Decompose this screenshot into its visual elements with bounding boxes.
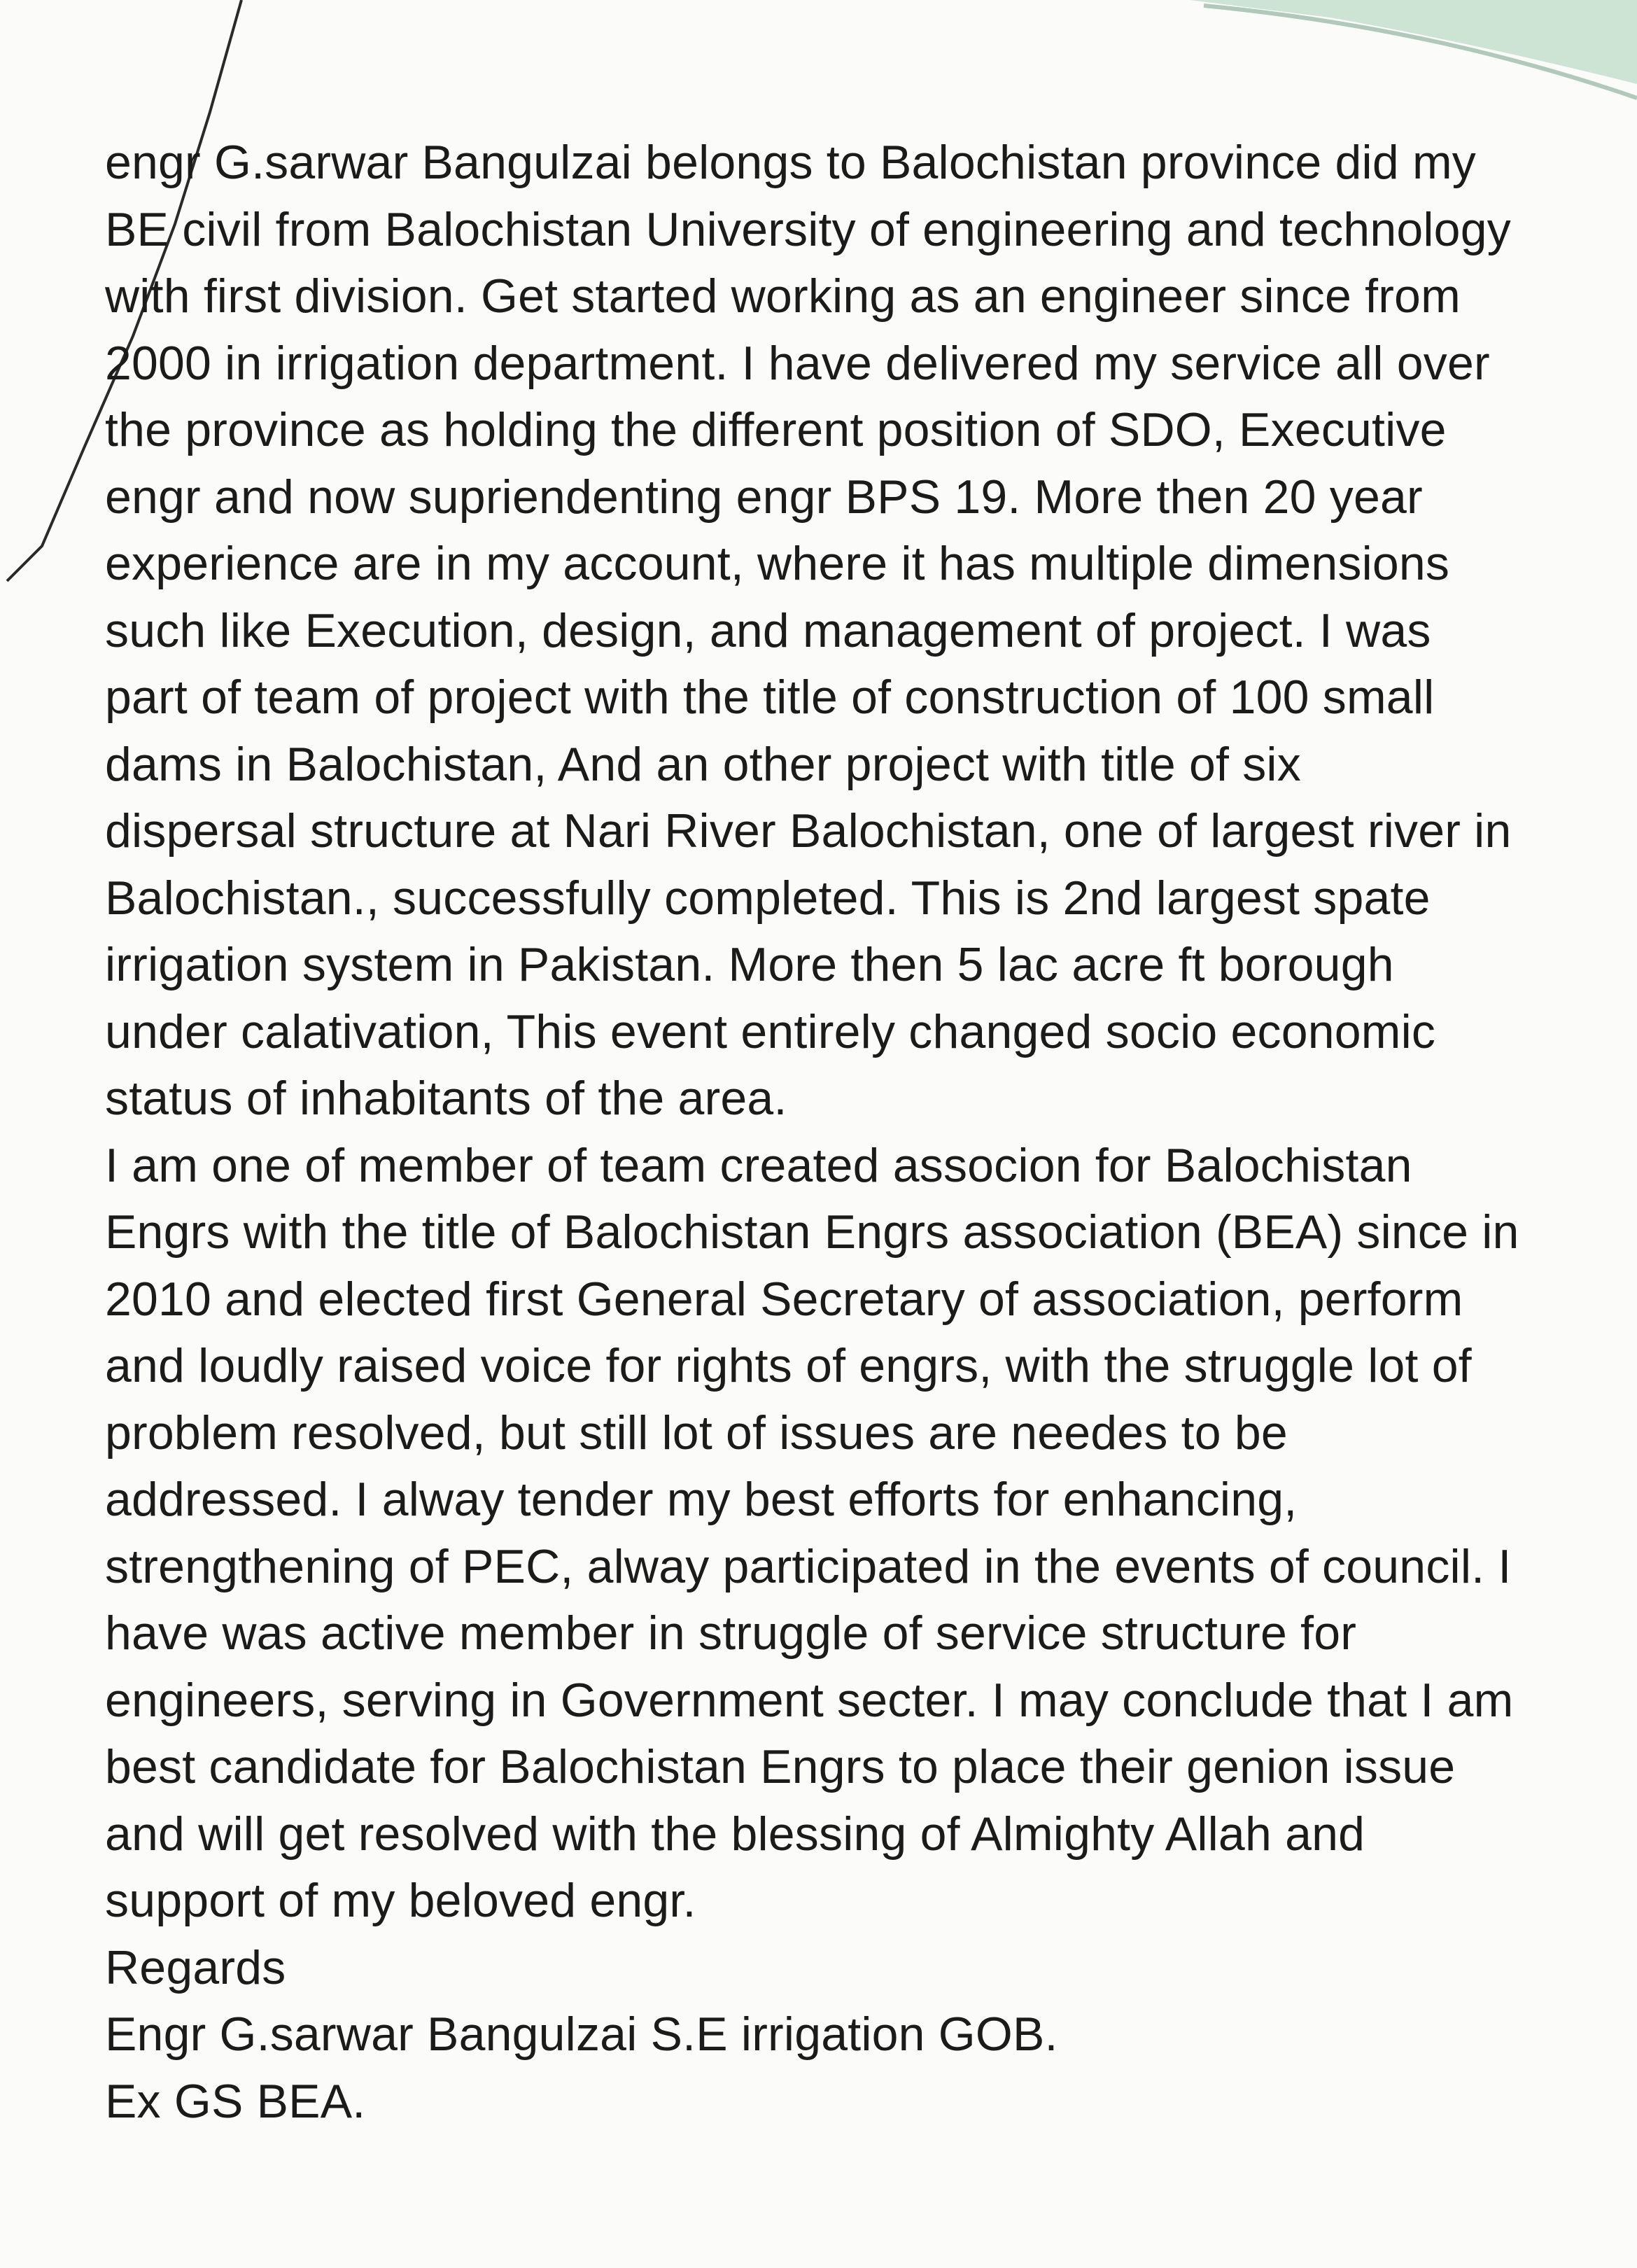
letter-line: Balochistan., successfully completed. This is 2nd largest spate [105,871,1431,925]
letter-line: I am one of member of team created associon for Balochistan [105,1138,1412,1192]
letter-line: problem resolved, but still lot of issues are needes to be [105,1406,1288,1460]
letter-line: and will get resolved with the blessing of Almighty Allah and [105,1807,1365,1861]
letter-line: and loudly raised voice for rights of engrs, with the struggle lot of [105,1339,1472,1392]
letter-line: 2000 in irrigation department. I have delivered my service all over [105,336,1490,390]
letter-line: status of inhabitants of the area. [105,1072,787,1125]
letter-line: dispersal structure at Nari River Balochistan, one of largest river in [105,804,1512,858]
letter-line: under calativation, This event entirely changed socio economic [105,1004,1436,1058]
closing-salutation: Regards [105,1940,286,1994]
letter-line: irrigation system in Pakistan. More then 5 lac acre ft borough [105,938,1394,991]
letter-line: BE civil from Balochistan University of engineering and technology [105,202,1511,256]
letter-line: the province as holding the different position of SDO, Executive [105,403,1447,456]
letter-line: 2010 and elected first General Secretary of association, perform [105,1272,1463,1326]
letter-line: experience are in my account, where it has multiple dimensions [105,537,1450,590]
letter-line: have was active member in struggle of service structure for [105,1606,1357,1660]
letter-line: addressed. I alway tender my best efforts for enhancing, [105,1473,1298,1526]
letter-line: engr G.sarwar Bangulzai belongs to Balochistan province did my [105,136,1476,189]
signature-name: Engr G.sarwar Bangulzai S.E irrigation GOB. [105,2008,1058,2061]
letter-line: such like Execution, design, and management of project. I was [105,603,1431,657]
letter-body [105,130,1575,2135]
letter-line: part of team of project with the title of construction of 100 small [105,671,1435,724]
letter-line: dams in Balochistan, And an other project with title of six [105,737,1301,791]
letter-line: engr and now supriendenting engr BPS 19. More then 20 year [105,470,1423,524]
letter-line: strengthening of PEC, alway participated in the events of council. I [105,1539,1512,1593]
letter-line: Engrs with the title of Balochistan Engrs association (BEA) since in [105,1205,1519,1259]
letter-line: with first division. Get started working as an engineer since from [105,270,1461,323]
signature-title: Ex GS BEA. [105,2074,366,2128]
letter-line: engineers, serving in Government secter. I may conclude that I am [105,1673,1514,1727]
letter-line: best candidate for Balochistan Engrs to place their genion issue [105,1740,1456,1793]
letter-line: support of my beloved engr. [105,1874,696,1927]
